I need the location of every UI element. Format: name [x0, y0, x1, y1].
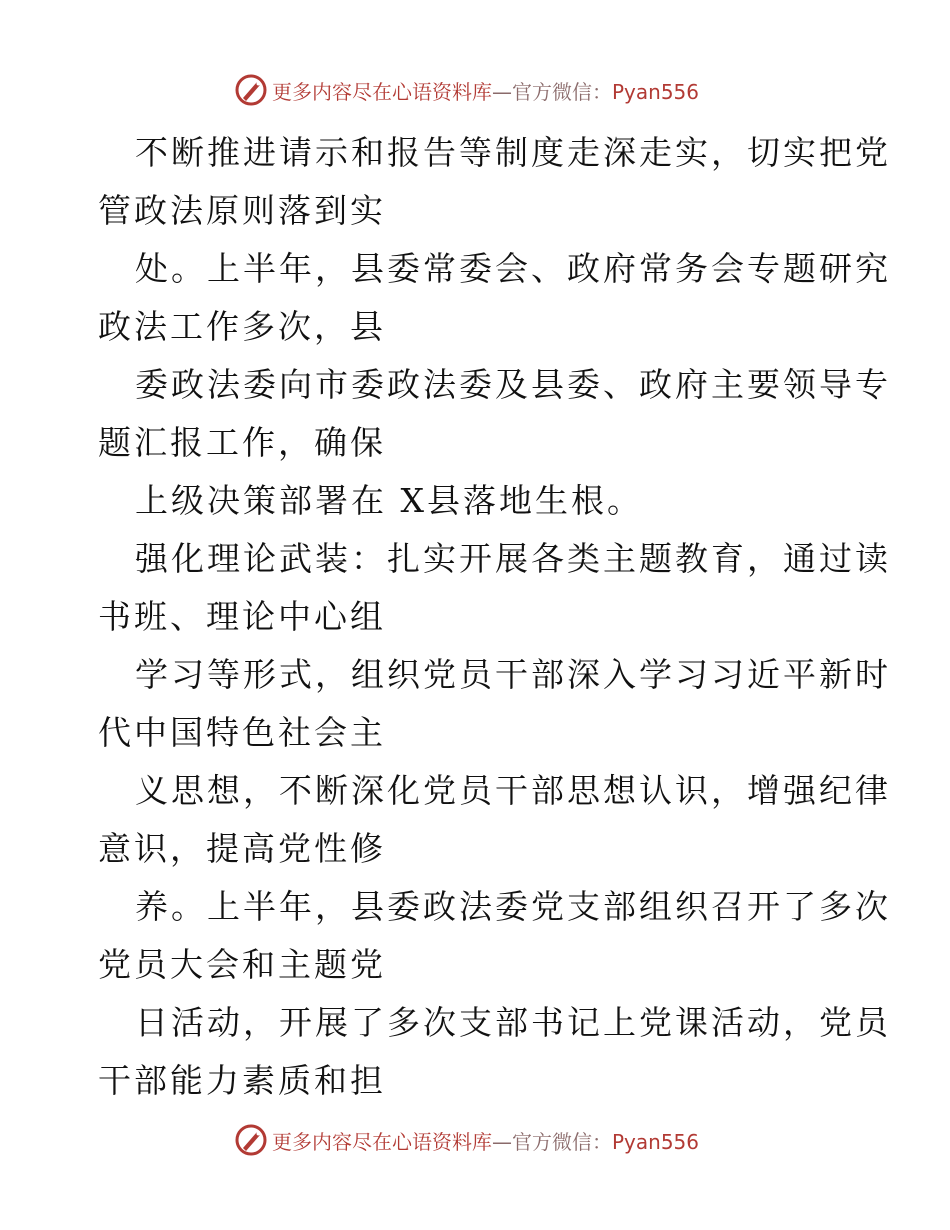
- body-line: 管政法原则落到实: [98, 191, 386, 230]
- body-line: 上级决策部署在 X县落地生根。: [135, 481, 643, 520]
- header-watermark-label: —官方微信：: [492, 79, 612, 104]
- body-line: 学习等形式，组织党员干部深入学习习近平新时: [135, 655, 891, 694]
- body-line: 不断推进请示和报告等制度走深走实，切实把党: [135, 133, 891, 172]
- body-line: 养。上半年，县委政法委党支部组织召开了多次: [135, 887, 891, 926]
- body-line: 强化理论武装：扎实开展各类主题教育，通过读: [135, 539, 891, 578]
- body-line: 代中国特色社会主: [98, 713, 386, 752]
- body-line: 题汇报工作，确保: [98, 423, 386, 462]
- header-wechat-id: Pyan556: [612, 79, 700, 104]
- body-line: 意识，提高党性修: [98, 829, 386, 868]
- pen-logo-icon: [234, 73, 268, 107]
- body-line: 干部能力素质和担: [98, 1061, 386, 1100]
- footer-wechat-id: Pyan556: [612, 1129, 700, 1154]
- header-watermark-text: 更多内容尽在心语资料库: [272, 79, 492, 104]
- body-line: 义思想，不断深化党员干部思想认识，增强纪律: [135, 771, 891, 810]
- footer-watermark: [234, 1122, 699, 1158]
- footer-watermark-text: 更多内容尽在心语资料库: [272, 1129, 492, 1154]
- body-line: 处。上半年，县委常委会、政府常务会专题研究: [135, 249, 891, 288]
- body-line: 日活动，开展了多次支部书记上党课活动，党员: [135, 1003, 891, 1042]
- body-line: 书班、理论中心组: [98, 597, 386, 636]
- body-line: 政法工作多次，县: [98, 307, 386, 346]
- footer-watermark-label: —官方微信：: [492, 1129, 612, 1154]
- body-line: 委政法委向市委政法委及县委、政府主要领导专: [135, 365, 891, 404]
- pen-logo-icon: [234, 1123, 268, 1157]
- body-line: 党员大会和主题党: [98, 945, 386, 984]
- document-body: [98, 124, 891, 1110]
- header-watermark: [234, 72, 699, 108]
